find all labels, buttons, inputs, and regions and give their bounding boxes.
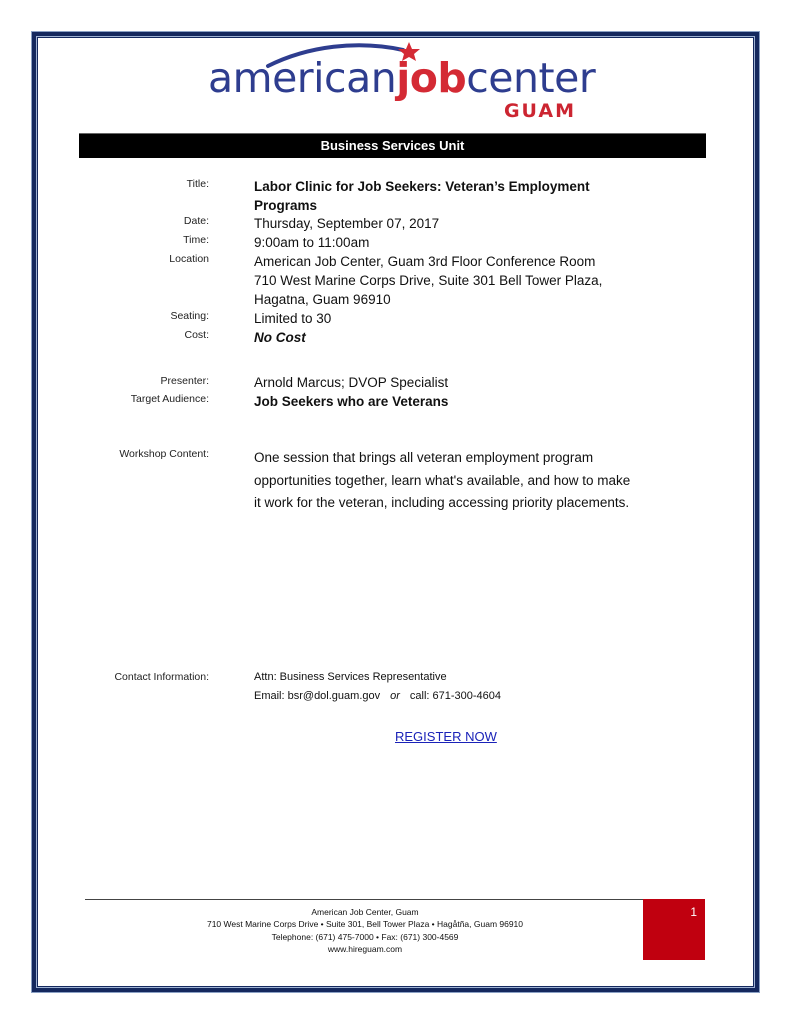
seating-label: Seating: bbox=[170, 310, 209, 322]
page-number-box bbox=[643, 899, 705, 960]
workshop-content-value: One session that brings all veteran employment program opportunities together, learn what's available, and how to make it work for the veteran, including accessing priority placements. bbox=[254, 450, 631, 510]
target-audience-value: Job Seekers who are Veterans bbox=[254, 394, 449, 409]
footer-org-name: American Job Center, Guam bbox=[311, 907, 419, 917]
footer-divider bbox=[85, 899, 643, 900]
contact-or: or bbox=[390, 690, 400, 702]
logo-wordmark bbox=[208, 54, 596, 102]
american-job-center-logo bbox=[208, 38, 596, 122]
time-label: Time: bbox=[183, 234, 209, 246]
register-now-link[interactable]: REGISTER NOW bbox=[395, 729, 497, 744]
logo-subtitle: GUAM bbox=[503, 100, 576, 122]
cost-value: No Cost bbox=[254, 330, 306, 345]
time-value: 9:00am to 11:00am bbox=[254, 235, 370, 250]
contact-attn: Attn: Business Services Representative bbox=[254, 671, 447, 683]
location-value-line1: American Job Center, Guam 3rd Floor Conference Room bbox=[254, 254, 596, 269]
contact-email[interactable]: Email: bsr@dol.guam.gov bbox=[254, 690, 381, 702]
workshop-content-label: Workshop Content: bbox=[119, 448, 209, 460]
location-value-line3: Hagatna, Guam 96910 bbox=[254, 292, 391, 307]
location-value-line2: 710 West Marine Corps Drive, Suite 301 Bell Tower Plaza, bbox=[254, 273, 603, 288]
presenter-label: Presenter: bbox=[160, 375, 209, 387]
location-label: Location bbox=[169, 253, 209, 265]
section-heading-bar: Business Services Unit bbox=[79, 133, 706, 158]
target-audience-label: Target Audience: bbox=[130, 393, 209, 405]
logo-american: american bbox=[208, 54, 397, 102]
date-label: Date: bbox=[183, 215, 209, 227]
cost-label: Cost: bbox=[184, 329, 209, 341]
footer-address-block bbox=[140, 906, 590, 955]
date-value: Thursday, September 07, 2017 bbox=[254, 216, 440, 231]
page-number: 1 bbox=[690, 905, 697, 919]
contact-phone: call: 671-300-4604 bbox=[409, 690, 502, 702]
seating-value: Limited to 30 bbox=[254, 311, 332, 326]
footer-phone-fax: Telephone: (671) 475-7000 • Fax: (671) 300-4569 bbox=[271, 931, 459, 942]
presenter-value: Arnold Marcus; DVOP Specialist bbox=[254, 375, 449, 390]
title-label: Title: bbox=[186, 178, 209, 190]
logo-center: center bbox=[466, 54, 596, 102]
logo-job: job bbox=[396, 54, 467, 102]
title-value-line2: Programs bbox=[254, 198, 318, 213]
footer-address: 710 West Marine Corps Drive • Suite 301, Bell Tower Plaza • Hagåtña, Guam 96910 bbox=[206, 919, 524, 930]
contact-line-email-phone bbox=[254, 690, 501, 702]
contact-information-label: Contact Information: bbox=[114, 671, 209, 683]
title-value-line1: Labor Clinic for Job Seekers: Veteran’s Employment bbox=[254, 179, 590, 194]
footer-website[interactable]: www.hireguam.com bbox=[327, 943, 403, 954]
